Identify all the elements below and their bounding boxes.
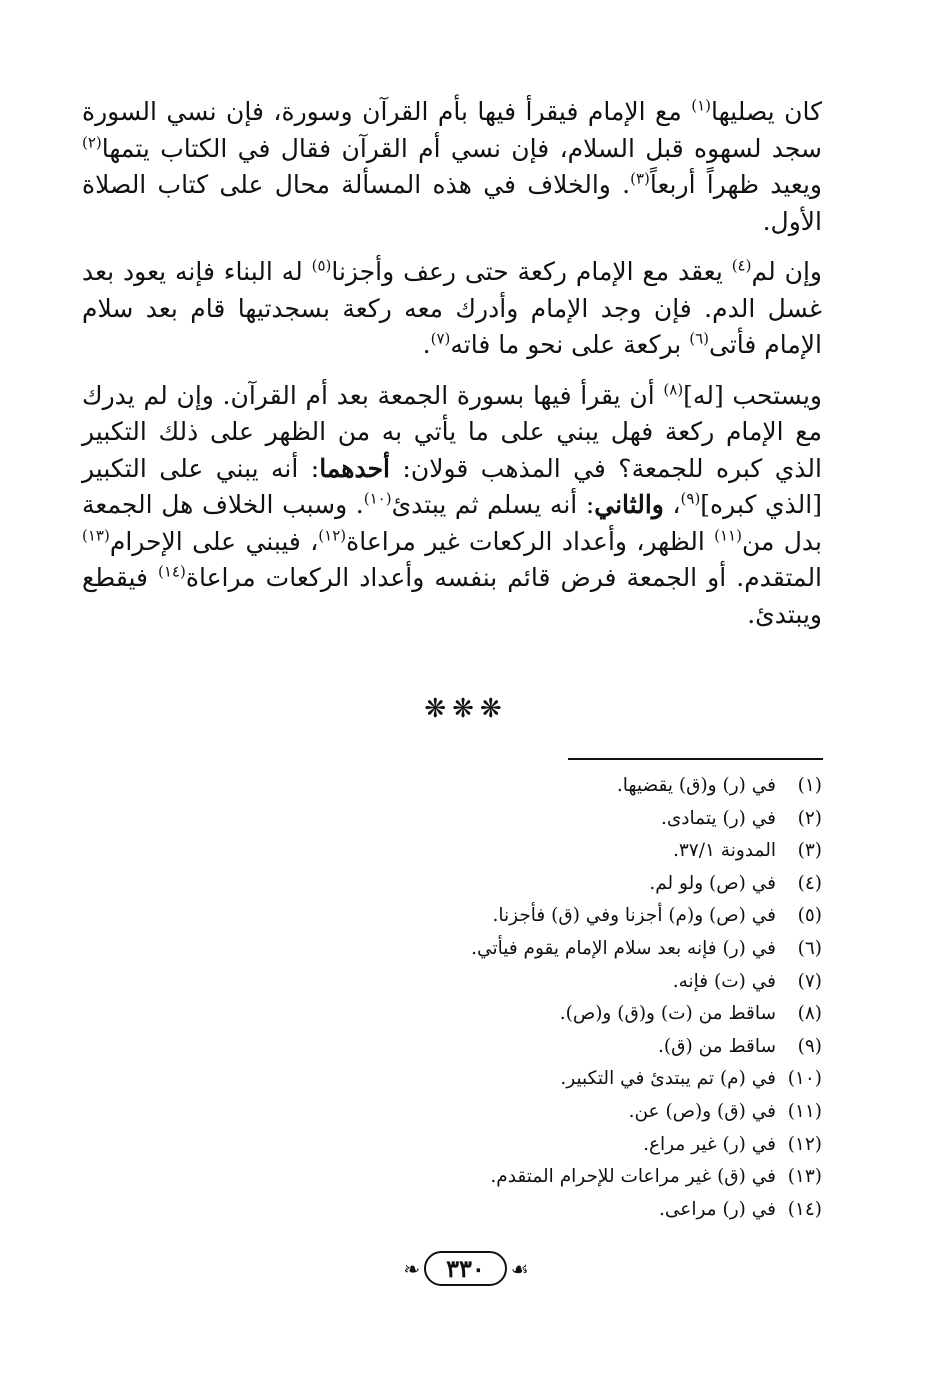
- footnote-item: [300, 1096, 822, 1129]
- footnote-text: في (ق) غير مراعات للإحرام المتقدم.: [490, 1166, 776, 1188]
- text-run: الظهر، وأعداد الركعات غير مراعاة: [346, 526, 715, 556]
- text-run: المتقدم. أو الجمعة فرض قائم بنفسه وأعداد الركعات مراعاة: [185, 563, 823, 592]
- footnote-ref: (١٢): [318, 526, 347, 545]
- footnote-item: [300, 933, 822, 966]
- footnote-item: [300, 1161, 822, 1194]
- main-text: [82, 94, 822, 647]
- text-run: وإن لم: [751, 257, 822, 286]
- footnote-text: في (ر) مراعى.: [659, 1198, 776, 1220]
- footnote-item: [300, 770, 822, 803]
- footnote-ref: (١٣): [82, 526, 110, 545]
- footnote-number: (٩): [797, 1035, 822, 1057]
- footnote-divider: [568, 758, 823, 760]
- text-run: أن يقرأ فيها بسورة الجمعة بعد أم القرآن. وإن لم يدرك مع الإمام ركعة فهل يبني على ما يأتي به من الظهر على ذلك التكبير الذي كبره للجمعة؟ في المذهب قولان:: [82, 380, 822, 483]
- footnote-number: (٤): [797, 872, 822, 894]
- paragraph: [82, 254, 822, 364]
- footnote-number: (١٣): [787, 1166, 822, 1188]
- footnote-ref: (٤): [731, 256, 752, 275]
- footnote-item: [300, 900, 822, 933]
- footnote-ref: (٣): [630, 169, 650, 188]
- footnote-text: في (ر) و(ق) يقضيها.: [616, 775, 776, 796]
- text-run: كان يصليها: [711, 97, 822, 126]
- text-run: : أنه يسلم ثم يبتدئ: [391, 490, 595, 519]
- footnote-number: (٦): [797, 937, 822, 959]
- footnote-text: في (ص) ولو لم.: [649, 872, 776, 894]
- text-run: ، فيبني على الإحرام: [109, 526, 319, 556]
- text-run: ويستحب [له]: [683, 380, 822, 410]
- footnote-text: في (ق) و(ص) عن.: [628, 1100, 776, 1122]
- text-run: له البناء فإنه يعود بعد غسل الدم. فإن وجد الإمام وأدرك معه ركعة بسجدتيها قام بعد سلام الإمام فأتى: [82, 257, 822, 359]
- footnote-text: في (ر) غير مراع.: [643, 1133, 776, 1155]
- text-run: . والخلاف في هذه المسألة محال على كتاب الصلاة الأول.: [82, 170, 822, 236]
- footnote-ref: (٥): [311, 256, 332, 275]
- text-run: .: [422, 330, 431, 359]
- text-run: ،: [663, 490, 681, 519]
- footnote-ref: (١١): [714, 526, 742, 545]
- text-run: فيقطع ويبتدئ.: [82, 563, 822, 629]
- footnote-text: في (ر) فإنه بعد سلام الإمام يقوم فيأتي.: [471, 937, 776, 959]
- footnote-number: (٣): [797, 840, 822, 862]
- footnote-text: ساقط من (ت) و(ق) و(ص).: [559, 1003, 776, 1025]
- paragraph: [82, 378, 822, 634]
- footnote-item: [300, 966, 822, 999]
- section-separator: ❋❋❋: [424, 694, 508, 724]
- footnote-item: [300, 1129, 822, 1162]
- bold-term: أحدهما: [319, 453, 390, 483]
- footnote-item: [300, 1031, 822, 1064]
- footnote-ref: (٨): [663, 380, 684, 399]
- footnote-text: في (ر) يتمادى.: [660, 807, 776, 829]
- footnote-number: (٨): [797, 1003, 822, 1025]
- footnote-item: [300, 868, 822, 901]
- footnote-number: (١٢): [787, 1133, 822, 1155]
- footnote-number: (٢): [797, 807, 822, 829]
- footnote-text: ساقط من (ق).: [658, 1035, 776, 1057]
- footnote-number: (١١): [787, 1100, 822, 1122]
- paragraph: [82, 94, 822, 240]
- text-run: ويعيد ظهراً أربعاً: [649, 170, 822, 199]
- footnote-ref: (٩): [680, 489, 701, 508]
- footnote-text: في (ت) فإنه.: [672, 970, 776, 992]
- footnote-ref: (١): [691, 96, 712, 115]
- footnote-text: في (ص) و(م) أجزنا وفي (ق) فأجزنا.: [492, 905, 776, 927]
- footnote-number: (١٤): [787, 1198, 822, 1220]
- footnote-number: (٧): [797, 970, 822, 992]
- footnotes-list: [300, 770, 822, 1226]
- footnote-ref: (١٤): [158, 562, 186, 581]
- text-run: : أنه يبني على التكبير [الذي كبره]: [82, 453, 822, 519]
- footnote-text: في (م) تم يبتدئ في التكبير.: [560, 1068, 776, 1090]
- text-run: بركعة على نحو ما فاته: [450, 330, 690, 359]
- text-run: مع الإمام فيقرأ فيها بأم القرآن وسورة، فإن نسي السورة سجد لسهوه قبل السلام، فإن نسي أم القرآن فقال في الكتاب يتمها: [82, 97, 822, 163]
- bold-term: والثاني: [594, 490, 664, 519]
- footnote-item: [300, 1194, 822, 1227]
- footnote-item: [300, 803, 822, 836]
- text-run: . وسبب الخلاف هل الجمعة بدل من: [82, 490, 822, 556]
- footnote-item: [300, 998, 822, 1031]
- footnote-item: [300, 1063, 822, 1096]
- footnote-ref: (٧): [430, 329, 451, 348]
- footnote-number: (١): [797, 775, 822, 796]
- footnote-ref: (٢): [82, 133, 102, 152]
- footnote-ref: (٦): [689, 329, 709, 348]
- page-number-ornament: [0, 1251, 932, 1286]
- footnote-number: (١٠): [787, 1068, 822, 1090]
- left-flourish-icon: ❧: [403, 1256, 421, 1281]
- footnote-text: المدونة ٣٧/١.: [672, 840, 776, 862]
- footnote-item: [300, 835, 822, 868]
- text-run: يعقد مع الإمام ركعة حتى رعف وأجزنا: [331, 257, 732, 286]
- page-number: ٣٣٠: [424, 1251, 507, 1286]
- footnote-number: (٥): [797, 905, 822, 927]
- right-flourish-icon: ☙: [510, 1256, 529, 1281]
- footnote-ref: (١٠): [363, 489, 392, 508]
